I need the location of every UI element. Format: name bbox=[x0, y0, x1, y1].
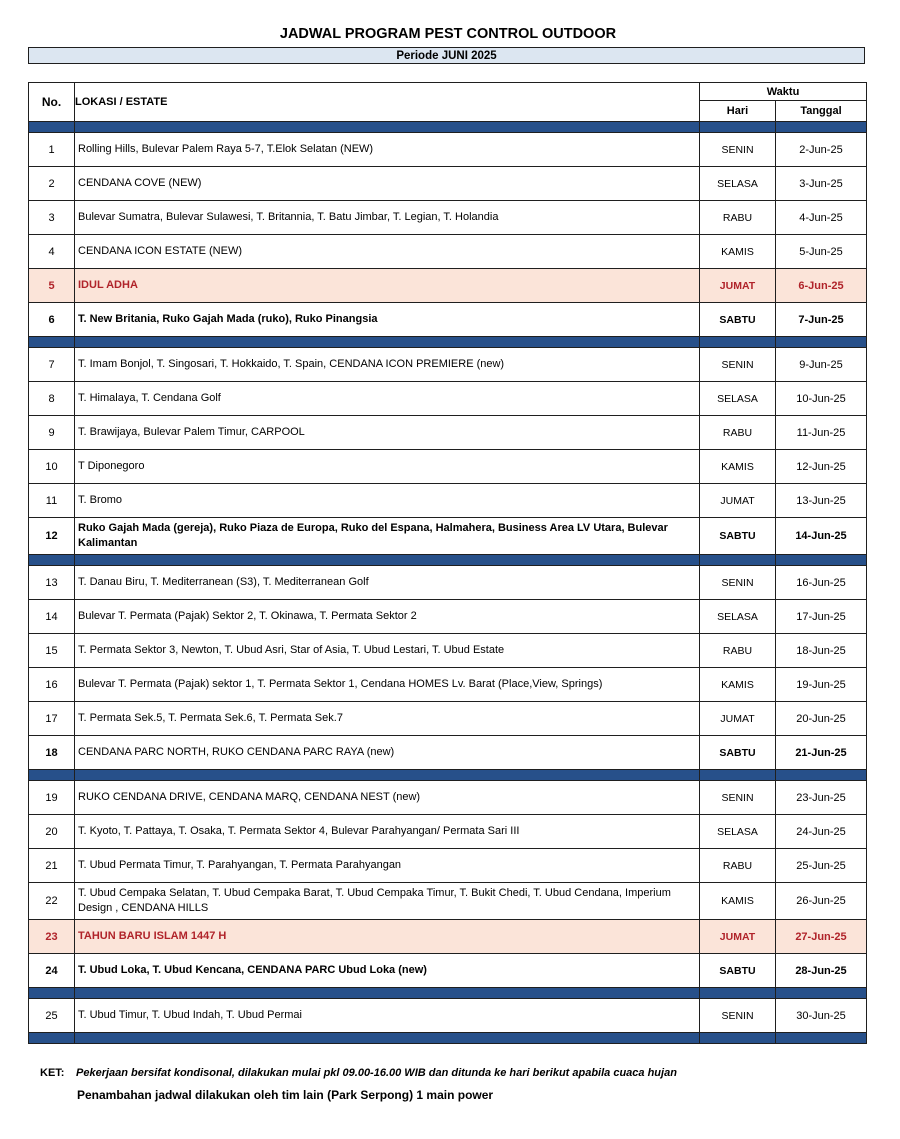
no-cell: 19 bbox=[29, 781, 75, 815]
date-cell: 18-Jun-25 bbox=[776, 634, 867, 668]
day-cell: SELASA bbox=[700, 167, 776, 201]
no-cell: 8 bbox=[29, 382, 75, 416]
day-cell: SELASA bbox=[700, 382, 776, 416]
header-no: No. bbox=[29, 83, 75, 122]
no-cell: 25 bbox=[29, 999, 75, 1033]
date-cell: 21-Jun-25 bbox=[776, 736, 867, 770]
location-cell: Rolling Hills, Bulevar Palem Raya 5-7, T.Elok Selatan (NEW) bbox=[75, 133, 700, 167]
separator-cell bbox=[75, 337, 700, 348]
date-cell: 6-Jun-25 bbox=[776, 269, 867, 303]
table-row bbox=[29, 167, 867, 201]
no-cell: 4 bbox=[29, 235, 75, 269]
date-cell: 13-Jun-25 bbox=[776, 484, 867, 518]
day-cell: SABTU bbox=[700, 518, 776, 555]
no-cell: 22 bbox=[29, 883, 75, 920]
table-row bbox=[29, 920, 867, 954]
table-row bbox=[29, 600, 867, 634]
location-cell: T. Brawijaya, Bulevar Palem Timur, CARPOOL bbox=[75, 416, 700, 450]
location-cell: T. Danau Biru, T. Mediterranean (S3), T. Mediterranean Golf bbox=[75, 566, 700, 600]
no-cell: 20 bbox=[29, 815, 75, 849]
date-cell: 4-Jun-25 bbox=[776, 201, 867, 235]
table-row bbox=[29, 954, 867, 988]
day-cell: JUMAT bbox=[700, 269, 776, 303]
location-cell: CENDANA ICON ESTATE (NEW) bbox=[75, 235, 700, 269]
date-cell: 30-Jun-25 bbox=[776, 999, 867, 1033]
table-row bbox=[29, 815, 867, 849]
date-cell: 14-Jun-25 bbox=[776, 518, 867, 555]
notes-extra: Penambahan jadwal dilakukan oleh tim lain (Park Serpong) 1 main power bbox=[77, 1088, 494, 1102]
separator-cell bbox=[776, 122, 867, 133]
table-row bbox=[29, 668, 867, 702]
day-cell: SABTU bbox=[700, 303, 776, 337]
no-cell: 5 bbox=[29, 269, 75, 303]
date-cell: 12-Jun-25 bbox=[776, 450, 867, 484]
day-cell: SENIN bbox=[700, 566, 776, 600]
table-row bbox=[29, 303, 867, 337]
separator-cell bbox=[75, 1033, 700, 1044]
date-cell: 7-Jun-25 bbox=[776, 303, 867, 337]
day-cell: SENIN bbox=[700, 999, 776, 1033]
no-cell: 24 bbox=[29, 954, 75, 988]
location-cell: T. New Britania, Ruko Gajah Mada (ruko), Ruko Pinangsia bbox=[75, 303, 700, 337]
separator-cell bbox=[700, 770, 776, 781]
week-separator bbox=[29, 122, 867, 133]
location-cell: T. Ubud Permata Timur, T. Parahyangan, T. Permata Parahyangan bbox=[75, 849, 700, 883]
date-cell: 24-Jun-25 bbox=[776, 815, 867, 849]
separator-cell bbox=[75, 988, 700, 999]
separator-cell bbox=[29, 555, 75, 566]
table-row bbox=[29, 883, 867, 920]
table-row bbox=[29, 450, 867, 484]
date-cell: 25-Jun-25 bbox=[776, 849, 867, 883]
week-separator bbox=[29, 337, 867, 348]
table-row bbox=[29, 702, 867, 736]
separator-cell bbox=[700, 555, 776, 566]
date-cell: 2-Jun-25 bbox=[776, 133, 867, 167]
day-cell: JUMAT bbox=[700, 702, 776, 736]
day-cell: RABU bbox=[700, 201, 776, 235]
date-cell: 27-Jun-25 bbox=[776, 920, 867, 954]
separator-cell bbox=[29, 988, 75, 999]
day-cell: SELASA bbox=[700, 600, 776, 634]
no-cell: 6 bbox=[29, 303, 75, 337]
location-cell: T. Ubud Timur, T. Ubud Indah, T. Ubud Permai bbox=[75, 999, 700, 1033]
separator-cell bbox=[75, 555, 700, 566]
date-cell: 20-Jun-25 bbox=[776, 702, 867, 736]
notes bbox=[40, 1067, 677, 1079]
date-cell: 16-Jun-25 bbox=[776, 566, 867, 600]
week-separator bbox=[29, 770, 867, 781]
location-cell: RUKO CENDANA DRIVE, CENDANA MARQ, CENDANA NEST (new) bbox=[75, 781, 700, 815]
header-date: Tanggal bbox=[776, 101, 867, 122]
separator-cell bbox=[700, 1033, 776, 1044]
day-cell: JUMAT bbox=[700, 920, 776, 954]
no-cell: 7 bbox=[29, 348, 75, 382]
separator-cell bbox=[776, 337, 867, 348]
date-cell: 28-Jun-25 bbox=[776, 954, 867, 988]
table-row bbox=[29, 348, 867, 382]
separator-cell bbox=[776, 1033, 867, 1044]
no-cell: 23 bbox=[29, 920, 75, 954]
separator-cell bbox=[700, 122, 776, 133]
no-cell: 3 bbox=[29, 201, 75, 235]
header-time: Waktu bbox=[700, 83, 867, 101]
header-day: Hari bbox=[700, 101, 776, 122]
document-title: JADWAL PROGRAM PEST CONTROL OUTDOOR bbox=[279, 26, 617, 42]
table-row bbox=[29, 235, 867, 269]
day-cell: KAMIS bbox=[700, 235, 776, 269]
table-row bbox=[29, 634, 867, 668]
location-cell: T. Kyoto, T. Pattaya, T. Osaka, T. Permata Sektor 4, Bulevar Parahyangan/ Permata Sari III bbox=[75, 815, 700, 849]
day-cell: RABU bbox=[700, 849, 776, 883]
no-cell: 15 bbox=[29, 634, 75, 668]
table-row bbox=[29, 736, 867, 770]
location-cell: CENDANA PARC NORTH, RUKO CENDANA PARC RAYA (new) bbox=[75, 736, 700, 770]
separator-cell bbox=[776, 770, 867, 781]
date-cell: 3-Jun-25 bbox=[776, 167, 867, 201]
day-cell: SELASA bbox=[700, 815, 776, 849]
no-cell: 9 bbox=[29, 416, 75, 450]
no-cell: 11 bbox=[29, 484, 75, 518]
separator-cell bbox=[29, 337, 75, 348]
location-cell: T. Ubud Loka, T. Ubud Kencana, CENDANA PARC Ubud Loka (new) bbox=[75, 954, 700, 988]
table-row bbox=[29, 484, 867, 518]
table-row bbox=[29, 781, 867, 815]
day-cell: KAMIS bbox=[700, 450, 776, 484]
no-cell: 14 bbox=[29, 600, 75, 634]
separator-cell bbox=[75, 770, 700, 781]
separator-cell bbox=[700, 337, 776, 348]
no-cell: 16 bbox=[29, 668, 75, 702]
date-cell: 23-Jun-25 bbox=[776, 781, 867, 815]
no-cell: 17 bbox=[29, 702, 75, 736]
separator-cell bbox=[75, 122, 700, 133]
date-cell: 10-Jun-25 bbox=[776, 382, 867, 416]
location-cell: Bulevar T. Permata (Pajak) sektor 1, T. Permata Sektor 1, Cendana HOMES Lv. Barat (Place,View, Springs) bbox=[75, 668, 700, 702]
notes-label: KET: bbox=[40, 1067, 65, 1079]
day-cell: SENIN bbox=[700, 781, 776, 815]
location-cell: Ruko Gajah Mada (gereja), Ruko Piaza de Europa, Ruko del Espana, Halmahera, Business Area LV Utara, Bulevar Kalimantan bbox=[75, 518, 700, 555]
no-cell: 13 bbox=[29, 566, 75, 600]
separator-cell bbox=[700, 988, 776, 999]
separator-cell bbox=[776, 555, 867, 566]
day-cell: SABTU bbox=[700, 954, 776, 988]
location-cell: CENDANA COVE (NEW) bbox=[75, 167, 700, 201]
separator-cell bbox=[29, 1033, 75, 1044]
header-location: LOKASI / ESTATE bbox=[75, 83, 700, 122]
day-cell: KAMIS bbox=[700, 668, 776, 702]
day-cell: JUMAT bbox=[700, 484, 776, 518]
schedule-table bbox=[28, 82, 867, 1044]
no-cell: 18 bbox=[29, 736, 75, 770]
location-cell: T. Ubud Cempaka Selatan, T. Ubud Cempaka Barat, T. Ubud Cempaka Timur, T. Bukit Chedi, T. Ubud Cendana, Imperium Design , CENDANA HILLS bbox=[75, 883, 700, 920]
table-row bbox=[29, 201, 867, 235]
location-cell: Bulevar Sumatra, Bulevar Sulawesi, T. Britannia, T. Batu Jimbar, T. Legian, T. Holandia bbox=[75, 201, 700, 235]
separator-cell bbox=[29, 770, 75, 781]
table-row bbox=[29, 382, 867, 416]
no-cell: 1 bbox=[29, 133, 75, 167]
day-cell: RABU bbox=[700, 634, 776, 668]
location-cell: TAHUN BARU ISLAM 1447 H bbox=[75, 920, 700, 954]
location-cell: T Diponegoro bbox=[75, 450, 700, 484]
week-separator bbox=[29, 1033, 867, 1044]
table-row bbox=[29, 416, 867, 450]
day-cell: SENIN bbox=[700, 348, 776, 382]
week-separator bbox=[29, 988, 867, 999]
separator-cell bbox=[29, 122, 75, 133]
day-cell: RABU bbox=[700, 416, 776, 450]
week-separator bbox=[29, 555, 867, 566]
location-cell: Bulevar T. Permata (Pajak) Sektor 2, T. Okinawa, T. Permata Sektor 2 bbox=[75, 600, 700, 634]
date-cell: 11-Jun-25 bbox=[776, 416, 867, 450]
period-banner: Periode JUNI 2025 bbox=[28, 47, 865, 64]
day-cell: SENIN bbox=[700, 133, 776, 167]
location-cell: IDUL ADHA bbox=[75, 269, 700, 303]
date-cell: 19-Jun-25 bbox=[776, 668, 867, 702]
table-row bbox=[29, 849, 867, 883]
location-cell: T. Permata Sek.5, T. Permata Sek.6, T. Permata Sek.7 bbox=[75, 702, 700, 736]
table-row bbox=[29, 999, 867, 1033]
date-cell: 5-Jun-25 bbox=[776, 235, 867, 269]
table-row bbox=[29, 518, 867, 555]
no-cell: 2 bbox=[29, 167, 75, 201]
day-cell: SABTU bbox=[700, 736, 776, 770]
date-cell: 17-Jun-25 bbox=[776, 600, 867, 634]
table-row bbox=[29, 133, 867, 167]
table-row bbox=[29, 566, 867, 600]
date-cell: 9-Jun-25 bbox=[776, 348, 867, 382]
no-cell: 21 bbox=[29, 849, 75, 883]
no-cell: 10 bbox=[29, 450, 75, 484]
day-cell: KAMIS bbox=[700, 883, 776, 920]
notes-text: Pekerjaan bersifat kondisonal, dilakukan mulai pkl 09.00-16.00 WIB dan ditunda ke hari berikut apabila cuaca hujan bbox=[76, 1067, 677, 1079]
location-cell: T. Himalaya, T. Cendana Golf bbox=[75, 382, 700, 416]
schedule-body bbox=[29, 122, 867, 1044]
location-cell: T. Bromo bbox=[75, 484, 700, 518]
separator-cell bbox=[776, 988, 867, 999]
location-cell: T. Permata Sektor 3, Newton, T. Ubud Asri, Star of Asia, T. Ubud Lestari, T. Ubud Estate bbox=[75, 634, 700, 668]
location-cell: T. Imam Bonjol, T. Singosari, T. Hokkaido, T. Spain, CENDANA ICON PREMIERE (new) bbox=[75, 348, 700, 382]
no-cell: 12 bbox=[29, 518, 75, 555]
table-row bbox=[29, 269, 867, 303]
date-cell: 26-Jun-25 bbox=[776, 883, 867, 920]
